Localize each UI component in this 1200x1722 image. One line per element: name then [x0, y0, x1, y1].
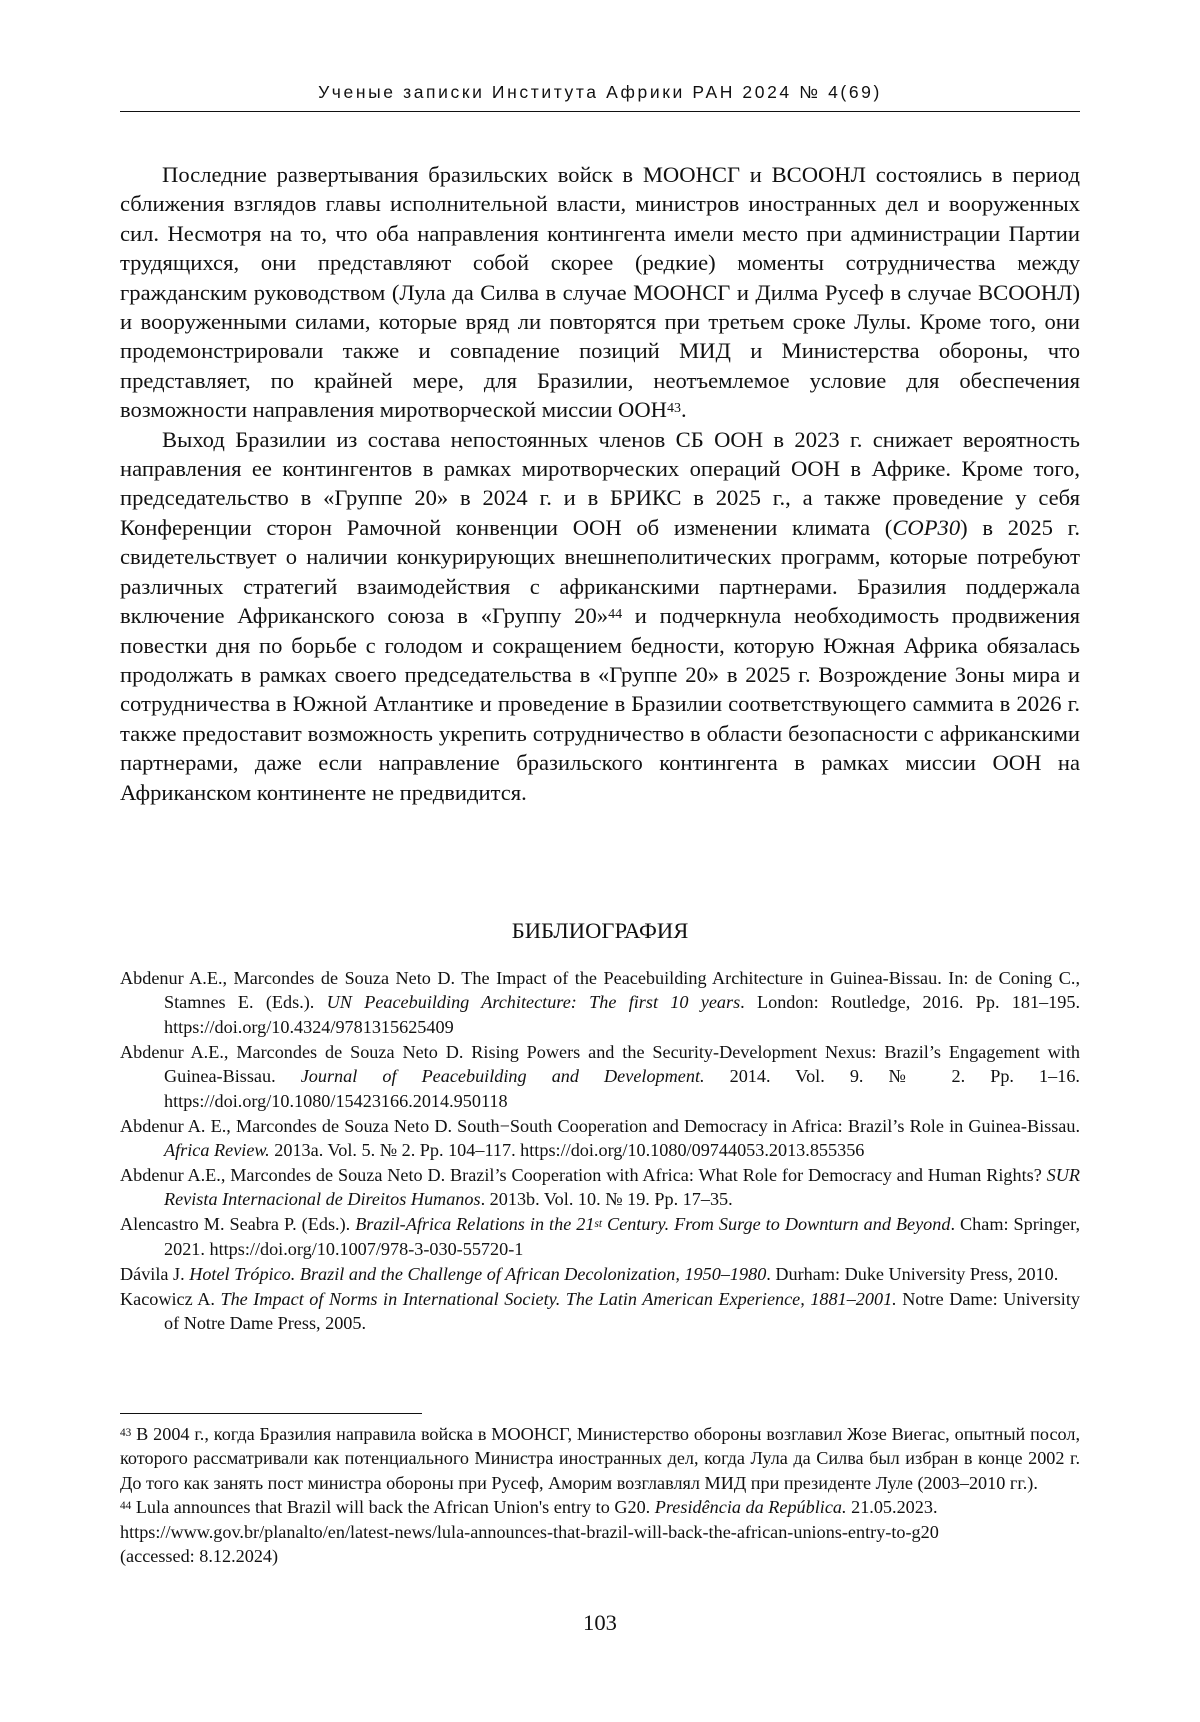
paragraph-1	[120, 160, 1080, 425]
paragraph-1-end: .	[680, 397, 687, 423]
footnote-number: 44	[120, 1500, 132, 1513]
entry-text: 2014. Vol. 9. № 2. Pp. 1–16. https://doi.org/10.1080/15423166.2014.950118	[164, 1066, 1080, 1111]
entry-text: . Cham: Springer, 2021. https://doi.org/10.1007/978-3-030-55720-1	[164, 1214, 1080, 1259]
footnote-accessed: (accessed: 8.12.2024)	[120, 1546, 279, 1567]
footnote-44-accessed	[120, 1544, 1080, 1568]
footnote-rule	[120, 1413, 422, 1414]
paragraph-2-text-b: ) в 2025 г. свидетельствует о наличии конкурирующих внешнеполитических программ, которые потребуют различных стратегий взаимодействия с африканскими партнерами. Бразилия поддержала включение Африканского союза в «Группу 20»	[120, 514, 1080, 629]
footnote-text: Lula announces that Brazil will back the African Union's entry to G20.	[131, 1497, 655, 1518]
entry-text: Abdenur A. E., Marcondes de Souza Neto D. South−South Cooperation and Democracy in Africa: Brazil’s Role in Guinea-Bissau.	[120, 1115, 1080, 1136]
entry-title-italic: Africa Review.	[164, 1140, 270, 1161]
entry-text: . Durham: Duke University Press, 2010.	[766, 1263, 1059, 1284]
bibliography-entry	[120, 1040, 1080, 1113]
entry-text: Abdenur A.E., Marcondes de Souza Neto D. Brazil’s Cooperation with Africa: What Role for Democracy and Human Rights?	[120, 1165, 1047, 1186]
footnote-43	[120, 1422, 1080, 1495]
entry-title-italic: Hotel Trópico. Brazil and the Challenge of African Decolonization, 1950–1980	[189, 1263, 767, 1284]
entry-superscript: st	[594, 1217, 602, 1230]
bibliography-entry	[120, 1262, 1080, 1286]
bibliography-entry	[120, 1287, 1080, 1336]
bibliography-title: БИБЛИОГРАФИЯ	[511, 918, 689, 943]
paragraph-2-text-c: и подчеркнула необходимость продвижения повестки дня по борьбе с голодом и сокращением бедности, которую Южная Африка обязалась продолжать в рамках своего председательства в «Группе 20» в 2025 г. Возрождение Зоны мира и сотрудничества в Южной Атлантике и проведение в Бразилии соответствующего саммита в 2026 г. также предоставит возможность укрепить сотрудничество в области безопасности с африканскими партнерами, даже если направление бразильского контингента в рамках миссии ООН на Африканском континенте не предвидится.	[120, 603, 1080, 805]
page-number: 103	[583, 1610, 617, 1635]
paragraph-2-text-a: Выход Бразилии из состава непостоянных членов СБ ООН в 2023 г. снижает вероятность направления ее контингентов в рамках миротворческих операций ООН в Африке. Кроме того, председательство в «Группе 20» в 2024 г. и в БРИКС в 2025 г., а также проведение у себя Конференции сторон Рамочной конвенции ООН об изменении климата (	[120, 426, 1080, 540]
footnote-date: 21.05.2023.	[846, 1497, 938, 1518]
entry-text: Abdenur A.E., Marcondes de Souza Neto D. Rising Powers and the Security-Development Nexus: Brazil’s Engagement with Guinea-Bissau.	[120, 1041, 1080, 1087]
header-rule	[120, 111, 1080, 112]
entry-text: 2013a. Vol. 5. № 2. Pp. 104–117. https://doi.org/10.1080/09744053.2013.855356	[269, 1140, 865, 1161]
entry-title-italic: SUR Revista Internacional de Direitos Humanos	[164, 1165, 1080, 1210]
footnote-ref-43[interactable]: 43	[666, 401, 681, 417]
entry-text: Notre Dame: University of Notre Dame Press, 2005.	[164, 1288, 1080, 1334]
bibliography-entry	[120, 966, 1080, 1039]
footnote-number: 43	[120, 1427, 132, 1440]
bibliography-entry	[120, 1114, 1080, 1163]
entry-text: Dávila J.	[120, 1263, 190, 1284]
running-header: Ученые записки Института Африки РАН 2024 № 4(69)	[318, 82, 882, 102]
footnote-44-url	[120, 1520, 1080, 1544]
entry-title-italic: Journal of Peacebuilding and Development.	[300, 1066, 705, 1087]
footnote-text: В 2004 г., когда Бразилия направила войска в МООНСГ, Министерство обороны возглавил Жозе Виегас, опытный посол, которого рассматривали как потенциального Министра иностранных дел, когда Лула да Силва был избран в конце 2002 г. До того как занять пост министра обороны при Русеф, Аморим возглавлял МИД при президенте Луле (2003–2010 гг.).	[120, 1424, 1080, 1493]
footnotes	[120, 1422, 1080, 1568]
entry-title-italic: The Impact of Norms in International Society. The Latin American Experience, 1881–2001.	[220, 1288, 897, 1309]
cop30-term: COP30	[892, 514, 961, 540]
paragraph-2	[120, 425, 1080, 807]
footnote-link[interactable]: https://www.gov.br/planalto/en/latest-news/lula-announces-that-brazil-will-back-the-african-unions-entry-to-g20	[120, 1521, 939, 1542]
entry-text: Alencastro M. Seabra P. (Eds.).	[120, 1214, 356, 1235]
footnote-44	[120, 1495, 1080, 1519]
entry-title-italic: UN Peacebuilding Architecture: The first 10 years	[326, 992, 741, 1013]
entry-title-italic: Century. From Surge to Downturn and Beyond	[602, 1214, 951, 1235]
footnote-source-italic: Presidência da República.	[654, 1497, 847, 1518]
bibliography-entry	[120, 1163, 1080, 1212]
bibliography-list	[120, 966, 1080, 1336]
bibliography-entry	[120, 1212, 1080, 1261]
entry-text: . London: Routledge, 2016. Pp. 181–195. https://doi.org/10.4324/9781315625409	[164, 992, 1080, 1037]
main-text	[120, 160, 1080, 807]
paragraph-1-text: Последние развертывания бразильских войск в МООНСГ и ВСООНЛ состоялись в период сближения взглядов главы исполнительной власти, министров иностранных дел и вооруженных сил. Несмотря на то, что оба направления контингента имели место при администрации Партии трудящихся, они представляют собой скорее (редкие) моменты сотрудничества между гражданским руководством (Лула да Силва в случае МООНСГ и Дилма Русеф в случае ВСООНЛ) и вооруженными силами, которые вряд ли повторятся при третьем сроке Лулы. Кроме того, они продемонстрировали также и совпадение позиций МИД и Министерства обороны, что представляет, по крайней мере, для Бразилии, неотъемлемое условие для обеспечения возможности направления миротворческой миссии ООН	[120, 162, 1080, 423]
footnote-ref-44[interactable]: 44	[608, 607, 623, 623]
entry-title-italic: Brazil-Africa Relations in the 21	[355, 1214, 595, 1235]
entry-text: . 2013b. Vol. 10. № 19. Pp. 17–35.	[480, 1189, 733, 1210]
entry-text: Abdenur A.E., Marcondes de Souza Neto D. The Impact of the Peacebuilding Architecture in Guinea-Bissau. In: de Coning C., Stamnes E. (Eds.).	[120, 968, 1080, 1013]
entry-text: Kacowicz A.	[120, 1288, 221, 1309]
